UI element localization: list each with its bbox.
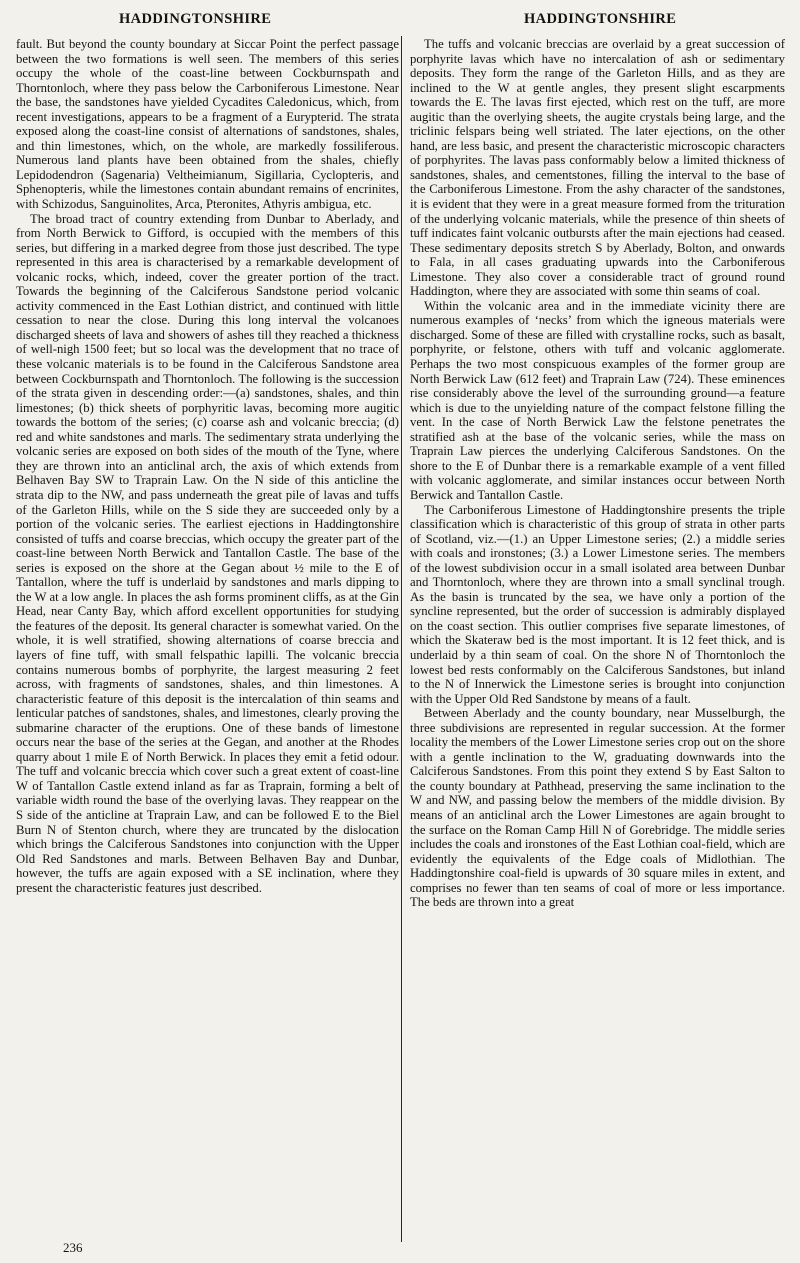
paragraph: The broad tract of country extending from Dunbar to Aberlady, and from North Berwick to Gifford, is occupied with the members of this series, but differing in a marked degree from those just described. The type represented in this area is characterised by a remarkable development of volcanic rocks, which, indeed, cover the greater portion of the tract. Towards the beginning of the Calciferous Sandstone period volcanic activity commenced in the East Lothian district, and continued with little cessation to near the close. During this long interval the volcanoes discharged sheets of lava and showers of ashes till they reached a thickness of well-nigh 1500 feet; but so local was the development that no trace of these volcanic materials is to be found in the Calciferous Sandstone area between Cockburnspath and Thorntonloch. The following is the succession of the strata given in descending order:—(a) sandstones, shales, and thin limestones; (b) thick sheets of porphyritic lavas, becoming more augitic towards the bottom of the series; (c) coarse ash and volcanic breccia; (d) red and white sandstones and marls. The sedimentary strata underlying the volcanic series are exposed on both sides of the mouth of the Tyne, where they are thrown into an anticlinal arch, the axis of which extends from Belhaven Bay SW to Traprain Law. On the N side of this anticline the strata dip to the NW, and pass underneath the great pile of lavas and tuffs of the Garleton Hills, while on the S side they are succeeded only by a portion of the volcanic series. The earliest ejections in Haddingtonshire consisted of tuffs and coarse breccias, which occupy the greater part of the coast-line between North Berwick and Tantallon Castle. The base of the series is exposed on the shore at the Gegan about ½ mile to the E of Tantallon, where the tuff is underlaid by sandstones and marls dipping to the W at a low angle. In places the ash forms prominent cliffs, as at the Gin Head, near Canty Bay, which afford excellent opportunities for studying the features of the deposit. Its general character is somewhat varied. On the whole, it is well stratified, showing alternations of coarse breccia and layers of fine tuff, with small felspathic lapilli. The volcanic breccia contains numerous bombs of porphyrite, the largest measuring 2 feet across, with fragments of sandstones, shales, and thin limestones. A characteristic feature of this deposit is the intercalation of thin seams and lenticular patches of sandstones, shales, and limestones, clearly proving the submarine character of the eruptions. One of these bands of limestone occurs near the base of the series at the Gegan, and another at the Rhodes quarry about 1 mile E of North Berwick. In places they emit a fetid odour. The tuff and volcanic breccia which cover such a great extent of coast-line W of Tantallon Castle extend inland as far as Traprain, forming a belt of variable width round the base of the overlying lavas. They reappear on the S side of the anticline at Traprain Law, and can be followed E to the Biel Burn N of Stenton church, where they are truncated by the dislocation which brings the Calciferous Sandstones into conjunction with the Upper Old Red Sandstones and marls. Between Belhaven Bay and Dunbar, however, the tuffs are again exposed with a SE inclination, where they present the characteristic features just described. [16,211,399,895]
right-column [410,37,785,910]
paragraph: fault. But beyond the county boundary at Siccar Point the perfect passage between the two formations is well seen. The members of this series occupy the whole of the coast-line between Cockburnspath and Thorntonloch, where they pass below the Carboniferous Limestone. Near the base, the sandstones have yielded Cycadites Caledonicus, which, from recent investigations, appears to be a fragment of a Eurypterid. The strata exposed along the coast-line consist of alternations of sandstones, shales, and thin limestones, which, on the whole, are markedly fossiliferous. Numerous land plants have been obtained from the shales, chiefly Lepidodendron (Sagenaria) Veltheimianum, Sigillaria, Cyclopteris, and Sphenopteris, while the limestones contain abundant remains of encrinites, with Schizodus, Sanguinolites, Arca, Pteronites, Athyris ambigua, etc. [16,37,399,212]
running-header-left: HADDINGTONSHIRE [119,11,272,27]
paragraph: Within the volcanic area and in the immediate vicinity there are numerous examples of ‘necks’ from which the igneous materials were discharged. Some of these are filled with crystalline rocks, such as basalt, porphyrite, or felstone, others with tuff and volcanic agglomerate. Perhaps the two most conspicuous examples of the former group are North Berwick Law (612 feet) and Traprain Law (724). These eminences rise considerably above the level of the surrounding ground—a feature which is due to the unyielding nature of the compact felstone filling the vent. In the case of North Berwick Law the felstone penetrates the stratified ash at the base of the volcanic series, while the mass on Traprain Law pierces the underlying Calciferous Sandstones. On the shore to the E of Dunbar there is a remarkable example of a vent filled with volcanic agglomerate, and similar instances occur between North Berwick and Tantallon Castle. [410,298,785,502]
column-divider [401,36,402,1242]
running-header-right: HADDINGTONSHIRE [524,11,677,27]
paragraph: Between Aberlady and the county boundary, near Musselburgh, the three subdivisions are represented in regular succession. At the former locality the members of the Lower Limestone series crop out on the shore with a gentle inclination to the W, graduating downwards into the Calciferous Sandstones. From this point they extend S by East Salton to the county boundary at Pathhead, preserving the same inclination to the W and NW, and passing below the members of the middle division. By means of an anticlinal arch the Lower Limestones are again brought to the surface on the Roman Camp Hill N of Gorebridge. The middle series includes the coals and ironstones of the East Lothian coal-field, which are evidently the equivalents of the Edge coals of Midlothian. The Haddingtonshire coal-field is upwards of 30 square miles in extent, and comprises no fewer than ten seams of coal of more or less importance. The beds are thrown into a great [410,706,785,910]
paragraph: The Carboniferous Limestone of Haddingtonshire presents the triple classification which is characteristic of this group of strata in other parts of Scotland, viz.—(1.) an Upper Limestone series; (2.) a middle series with coals and ironstones; (3.) a Lower Limestone series. The members of the lowest subdivision occur in a small isolated area between Dunbar and Thorntonloch, where they are thrown into a small synclinal trough. As the basin is truncated by the sea, we have only a portion of the syncline represented, but the order of succession is admirably displayed on the coast section. This outlier comprises five separate limestones, of which the Skateraw bed is the most important. It is 12 feet thick, and is underlaid by a thin seam of coal. On the shore N of Thorntonloch the lowest bed rests conformably on the Calciferous Sandstones, but inland to the N of Innerwick the Limestone series is brought into conjunction with the Upper Old Red Sandstone by means of a fault. [410,502,785,706]
page-number: 236 [63,1240,83,1255]
left-column [16,37,399,895]
paragraph: The tuffs and volcanic breccias are overlaid by a great succession of porphyrite lavas which have no intercalation of ash or sedimentary deposits. They form the range of the Garleton Hills, and as they are inclined to the W at gentle angles, they present slight escarpments towards the E. The lavas first ejected, which rest on the tuff, are more augitic than the overlying sheets, the augite crystals being large, and the triclinic felspars being well striated. The later ejections, on the other hand, are less basic, and present the characteristic microscopic characters of porphyrites. The lavas pass conformably below a limited thickness of sandstones, shales, and cementstones, filling the interval to the base of the Carboniferous Limestone. From the ashy character of the sandstones, it is evident that they were in a great measure formed from the trituration of the underlying volcanic materials, while the presence of thin sheets of tuff indicates faint volcanic outbursts after the main ejections had ceased. These sedimentary deposits stretch S by Aberlady, Bolton, and onwards to Fala, in all cases graduating upwards into the Carboniferous Limestone. They also cover a considerable tract of ground round Haddington, where they are associated with some thin seams of coal. [410,37,785,299]
